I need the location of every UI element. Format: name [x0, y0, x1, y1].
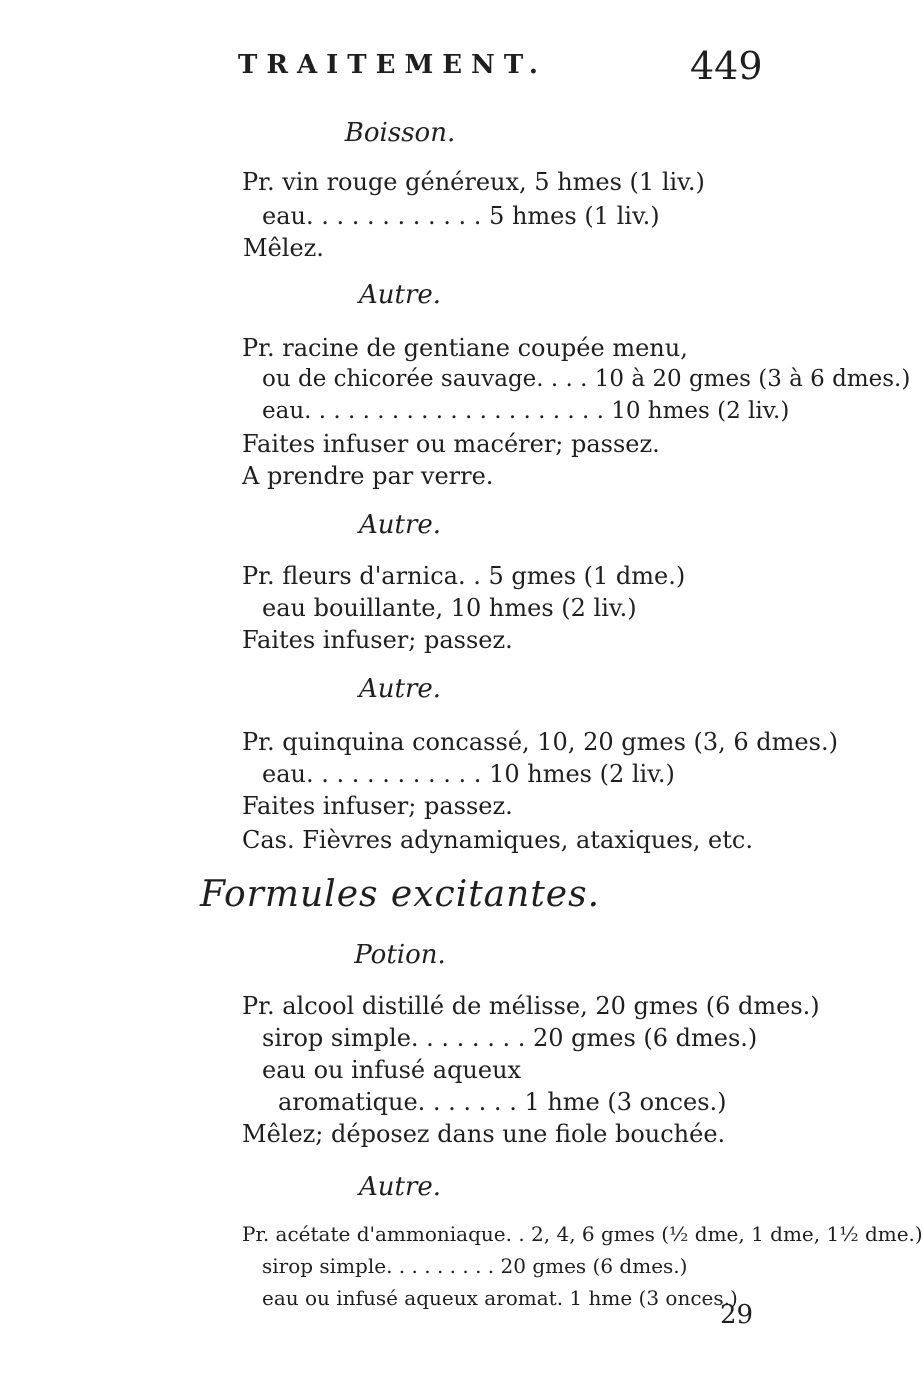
recipe-line: eau ou infusé aqueux aromat. 1 hme (3 onces.) [262, 1286, 738, 1310]
recipe-line: Pr. racine de gentiane coupée menu, [242, 334, 688, 362]
section-title-potion: Potion. [354, 940, 446, 970]
recipe-line: A prendre par verre. [242, 462, 494, 490]
recipe-line: Mêlez; déposez dans une fiole bouchée. [242, 1120, 726, 1148]
recipe-line-cas: Cas. Fièvres adynamiques, ataxiques, etc. [242, 826, 753, 854]
recipe-line: Faites infuser; passez. [242, 626, 513, 654]
recipe-line: Pr. alcool distillé de mélisse, 20 gmes (6 dmes.) [242, 992, 820, 1020]
section-title-autre: Autre. [358, 280, 442, 310]
section-title-formules-excitantes: Formules excitantes. [199, 874, 601, 915]
recipe-line: Pr. fleurs d'arnica. . 5 gmes (1 dme.) [242, 562, 686, 590]
running-title: TRAITEMENT. [238, 50, 547, 80]
recipe-line: Pr. quinquina concassé, 10, 20 gmes (3, 6 dmes.) [242, 728, 838, 756]
signature-mark: 29 [720, 1300, 754, 1330]
recipe-line: sirop simple. . . . . . . . 20 gmes (6 dmes.) [262, 1024, 758, 1052]
section-title-autre: Autre. [358, 1172, 442, 1202]
recipe-line: aromatique. . . . . . . 1 hme (3 onces.) [278, 1088, 727, 1116]
recipe-line: eau. . . . . . . . . . . . . . . . . . . . . 10 hmes (2 liv.) [262, 398, 790, 424]
recipe-line: Mêlez. [243, 234, 324, 262]
recipe-line: eau ou infusé aqueux [262, 1056, 522, 1084]
recipe-line: eau. . . . . . . . . . . . 10 hmes (2 liv.) [262, 760, 675, 788]
page-header [0, 44, 800, 104]
recipe-line: Faites infuser; passez. [242, 792, 513, 820]
recipe-line: Faites infuser ou macérer; passez. [242, 430, 660, 458]
recipe-line: sirop simple. . . . . . . . . 20 gmes (6 dmes.) [262, 1254, 688, 1278]
section-title-autre: Autre. [358, 510, 442, 540]
page-number: 449 [690, 44, 763, 88]
recipe-line: eau bouillante, 10 hmes (2 liv.) [262, 594, 637, 622]
recipe-line: eau. . . . . . . . . . . . 5 hmes (1 liv.) [262, 202, 660, 230]
section-title-boisson: Boisson. [344, 118, 456, 148]
recipe-line: Pr. acétate d'ammoniaque. . 2, 4, 6 gmes (½ dme, 1 dme, 1½ dme.) [242, 1222, 923, 1246]
recipe-line: ou de chicorée sauvage. . . . 10 à 20 gmes (3 à 6 dmes.) [262, 366, 911, 392]
recipe-line: Pr. vin rouge généreux, 5 hmes (1 liv.) [242, 168, 705, 196]
section-title-autre: Autre. [358, 674, 442, 704]
